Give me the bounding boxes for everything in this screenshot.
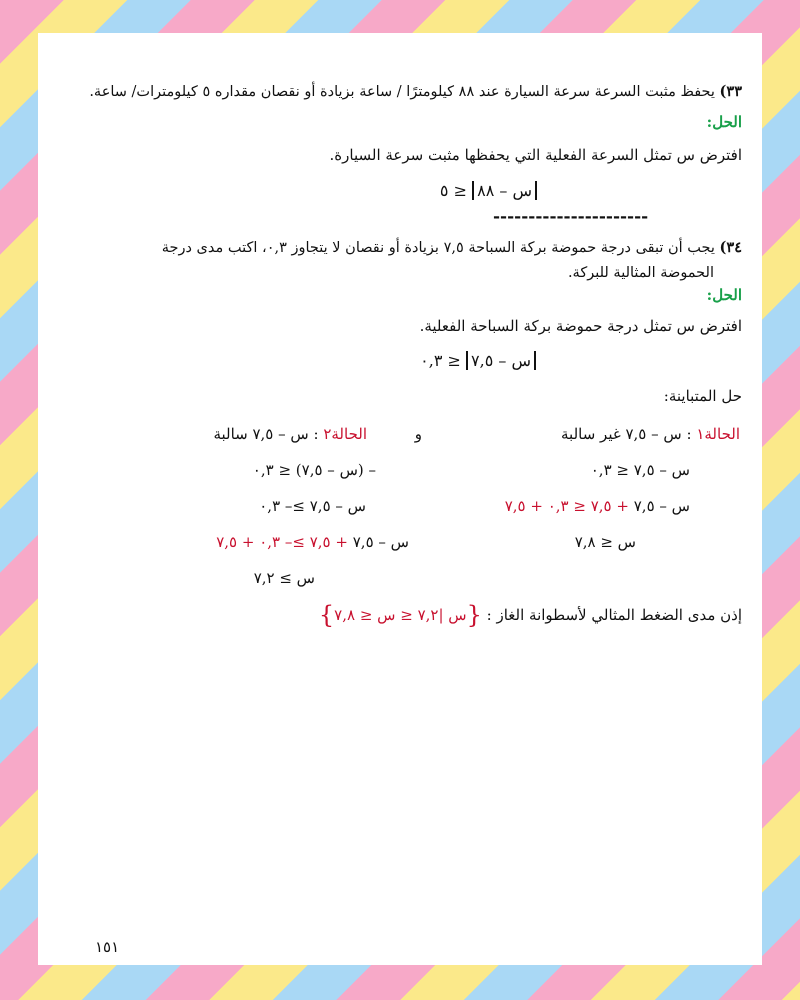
problem-33-line — [89, 83, 742, 100]
case2-step3-part3: ≥– ٠,٣ — [259, 533, 305, 551]
assume-34: افترض س تمثل درجة حموضة بركة السباحة الفعلية. — [419, 317, 742, 335]
problem-34-number: ٣٤) — [719, 239, 742, 256]
case1-condition: : س – ٧,٥ غير سالبة — [561, 425, 692, 443]
case2-step3-part1: س – ٧,٥ — [352, 533, 409, 551]
problem-33-number: ٣٣) — [719, 83, 742, 100]
solution-label-34: الحل: — [706, 286, 742, 304]
problem-34-statement-2: الحموضة المثالية للبركة. — [567, 265, 714, 281]
case1-step3: س ≤ ٧,٨ — [574, 533, 636, 551]
page — [38, 33, 762, 965]
inequality-33-rhs: ≤ ٥ — [439, 181, 468, 200]
problem-34-line1 — [162, 239, 742, 256]
abs-expression-33: س – ٨٨ — [472, 181, 537, 200]
case1-step2-part3: ≤ ٠,٣ — [547, 497, 586, 515]
case2-step2: س – ٧,٥ ≥– ٠,٣ — [259, 497, 366, 515]
case2-condition: : س – ٧,٥ سالبة — [213, 425, 319, 443]
inequality-34 — [420, 351, 536, 370]
case1-header — [561, 425, 740, 443]
case2-label: الحالة٢ — [323, 425, 367, 443]
case1-step2-part4: + ٧,٥ — [504, 497, 543, 515]
inequality-33 — [440, 181, 537, 200]
abs-expression-34: س – ٧,٥ — [466, 351, 536, 370]
case1-step2-part1: س – ٧,٥ — [633, 497, 690, 515]
problem-33-statement: يحفظ مثبت السرعة سرعة السيارة عند ٨٨ كيلومترًا / ساعة بزيادة أو نقصان مقداره ٥ كيلومترات/ ساعة. — [89, 84, 715, 100]
page-number: ١٥١ — [95, 938, 120, 956]
case2-step3-part4: + ٧,٥ — [216, 533, 255, 551]
conclusion-text: إذن مدى الضغط المثالي لأسطوانة الغاز : — [486, 606, 742, 624]
case1-step1: س – ٧,٥ ≤ ٠,٣ — [590, 461, 690, 479]
case1-step2-part2: + ٧,٥ — [590, 497, 629, 515]
case2-step3-part2: + ٧,٥ — [309, 533, 348, 551]
assume-33: افترض س تمثل السرعة الفعلية التي يحفظها مثبت سرعة السيارة. — [329, 146, 742, 164]
and-word: و — [414, 425, 422, 443]
problem-34-statement-1: يجب أن تبقى درجة حموضة بركة السباحة ٧,٥ بزيادة أو نقصان لا يتجاوز ٠,٣، اكتب مدى درجة — [161, 240, 715, 256]
conclusion: إذن مدى الضغط المثالي لأسطوانة الغاز : {س |٧,٢ ≤ س ≤ ٧,٨} — [318, 601, 742, 629]
case1-step2 — [505, 497, 690, 515]
solution-label-33: الحل: — [706, 113, 742, 131]
divider: ---------------------- — [493, 207, 649, 227]
inequality-34-rhs: ≤ ٠,٣ — [420, 351, 461, 370]
case2-step1: – (س – ٧,٥) ≤ ٠,٣ — [252, 461, 376, 479]
solution-set: س |٧,٢ ≤ س ≤ ٧,٨ — [334, 606, 467, 624]
case1-label: الحالة١ — [696, 425, 740, 443]
case2-step3 — [216, 533, 409, 551]
case2-step4: س ≥ ٧,٢ — [253, 569, 315, 587]
solve-label: حل المتباينة: — [663, 387, 742, 405]
case2-header — [213, 425, 367, 443]
